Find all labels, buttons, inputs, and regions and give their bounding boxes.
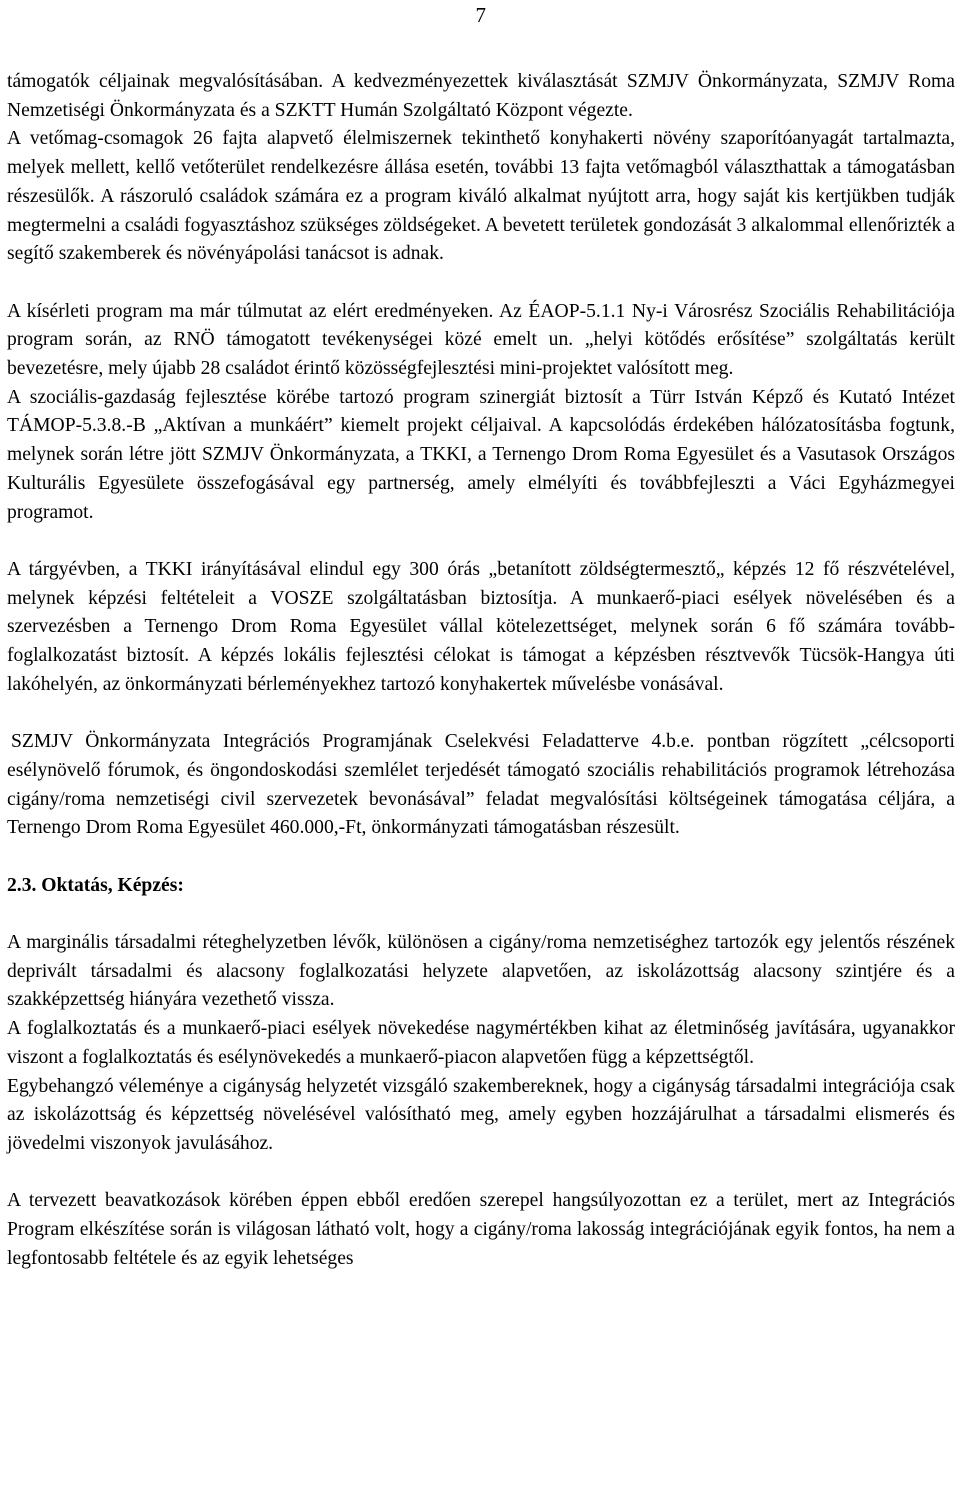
- paragraph-gap: [7, 699, 955, 728]
- paragraph-3: A kísérleti program ma már túlmutat az elért eredményeken. Az ÉAOP-5.1.1 Ny-i Városrész Szociális Rehabilitációja program során, az RNÖ támogatott tevékenységei közé emelt un. „helyi kötődés erősítése” szolgáltatás került bevezetésre, mely újabb 28 családot érintő közösségfejlesztési mini-projektet valósított meg.: [7, 300, 955, 380]
- paragraph-5: A tárgyévben, a TKKI irányításával elindul egy 300 órás „betanított zöldségtermesztő„ képzés 12 fő részvételével, melynek képzési feltételeit a VOSZE szolgáltatásban biztosítja. A munkaerő-piaci esélyek növelésében és a szervezésben a Ternengo Drom Roma Egyesület vállal kötelezettséget, melynek során 6 fő számára tovább-foglalkozatást biztosít. A képzés lokális fejlesztési célokat is támogat a képzésben résztvevők Tücsök-Hangya úti lakóhelyén, az önkormányzati bérleményekhez tartozó konyhakertek művelésbe vonásával.: [7, 558, 955, 695]
- paragraph-gap: [7, 1159, 955, 1188]
- paragraph-10: A tervezett beavatkozások körében éppen ebből eredően szerepel hangsúlyozottan ez a terület, mert az Integrációs Program elkészítése során is világosan látható volt, hogy a cigány/roma lakosság integrációjának egyik fontos, ha nem a legfontosabb feltétele és az egyik lehetséges: [7, 1190, 955, 1269]
- paragraph-4: A szociális-gazdaság fejlesztése körébe tartozó program szinergiát biztosít a Türr István Képző és Kutató Intézet TÁMOP-5.3.8.-B „Aktívan a munkáért” kiemelt projekt céljaival. A kapcsolódás érdekében hálózatosításba fogtunk, melynek során létre jött SZMJV Önkormányzata, a TKKI, a Ternengo Drom Roma Egyesület és a Vasutasok Országos Kulturális Egyesülete összefogásával egy partnerség, amely elmélyíti és továbbfejleszti a Váci Egyházmegyei programot.: [7, 386, 955, 523]
- paragraph-gap: [7, 843, 955, 872]
- paragraph-8: A foglalkoztatás és a munkaerő-piaci esélyek növekedése nagymértékben kihat az életminőség javítására, ugyanakkor viszont a foglalkoztatás és esélynövekedés a munkaerő-piacon alapvetően függ a képzettségtől.: [7, 1018, 955, 1068]
- paragraph-2: A vetőmag-csomagok 26 fajta alapvető élelmiszernek tekinthető konyhakerti növény szaporítóanyagát tartalmazta, melyek mellett, kellő vetőterület rendelkezésre állása esetén, további 13 fajta vetőmagból választhattak a támogatásban részesülők. A rászoruló családok számára ez a program kiváló alkalmat nyújtott arra, hogy saját kis kertjükben tudják megtermelni a családi fogyasztáshoz szükséges zöldségeket. A bevetett területek gondozását 3 alkalommal ellenőrizték a segítő szakemberek és növényápolási tanácsot is adnak.: [7, 128, 955, 265]
- page-number: 7: [475, 3, 486, 27]
- paragraph-gap: [7, 527, 955, 556]
- document-body: [7, 68, 955, 1273]
- paragraph-9: Egybehangzó véleménye a cigányság helyzetét vizsgáló szakembereknek, hogy a cigányság társadalmi integrációja csak az iskolázottság és képzettség növelésével valósítható meg, amely egyben hozzájárulhat a társadalmi elismerés és jövedelmi viszonyok javulásához.: [7, 1075, 955, 1154]
- paragraph-gap: [7, 269, 955, 298]
- section-heading: 2.3. Oktatás, Képzés:: [7, 874, 184, 896]
- paragraph-1: támogatók céljainak megvalósításában. A kedvezményezettek kiválasztását SZMJV Önkormányzata, SZMJV Roma Nemzetiségi Önkormányzata és a SZKTT Humán Szolgáltató Központ végezte.: [7, 71, 955, 121]
- paragraph-6: SZMJV Önkormányzata Integrációs Programjának Cselekvési Feladatterve 4.b.e. pontban rögzített „célcsoporti esélynövelő fórumok, és öngondoskodási szemlélet terjedését támogató szociális rehabilitációs programok létrehozása cigány/roma nemzetiségi civil szervezetek bevonásával” feladat megvalósítási költségeinek támogatása céljára, a Ternengo Drom Roma Egyesület 460.000,-Ft, önkormányzati támogatásban részesült.: [7, 731, 955, 839]
- paragraph-7: A marginális társadalmi réteghelyzetben lévők, különösen a cigány/roma nemzetiséghez tartozók egy jelentős részének deprivált társadalmi és alacsony foglalkozatási helyzete alapvetően, az iskolázottság alacsony szintjére és a szakképzettség hiányára vezethető vissza.: [7, 932, 955, 1011]
- paragraph-gap: [7, 900, 955, 929]
